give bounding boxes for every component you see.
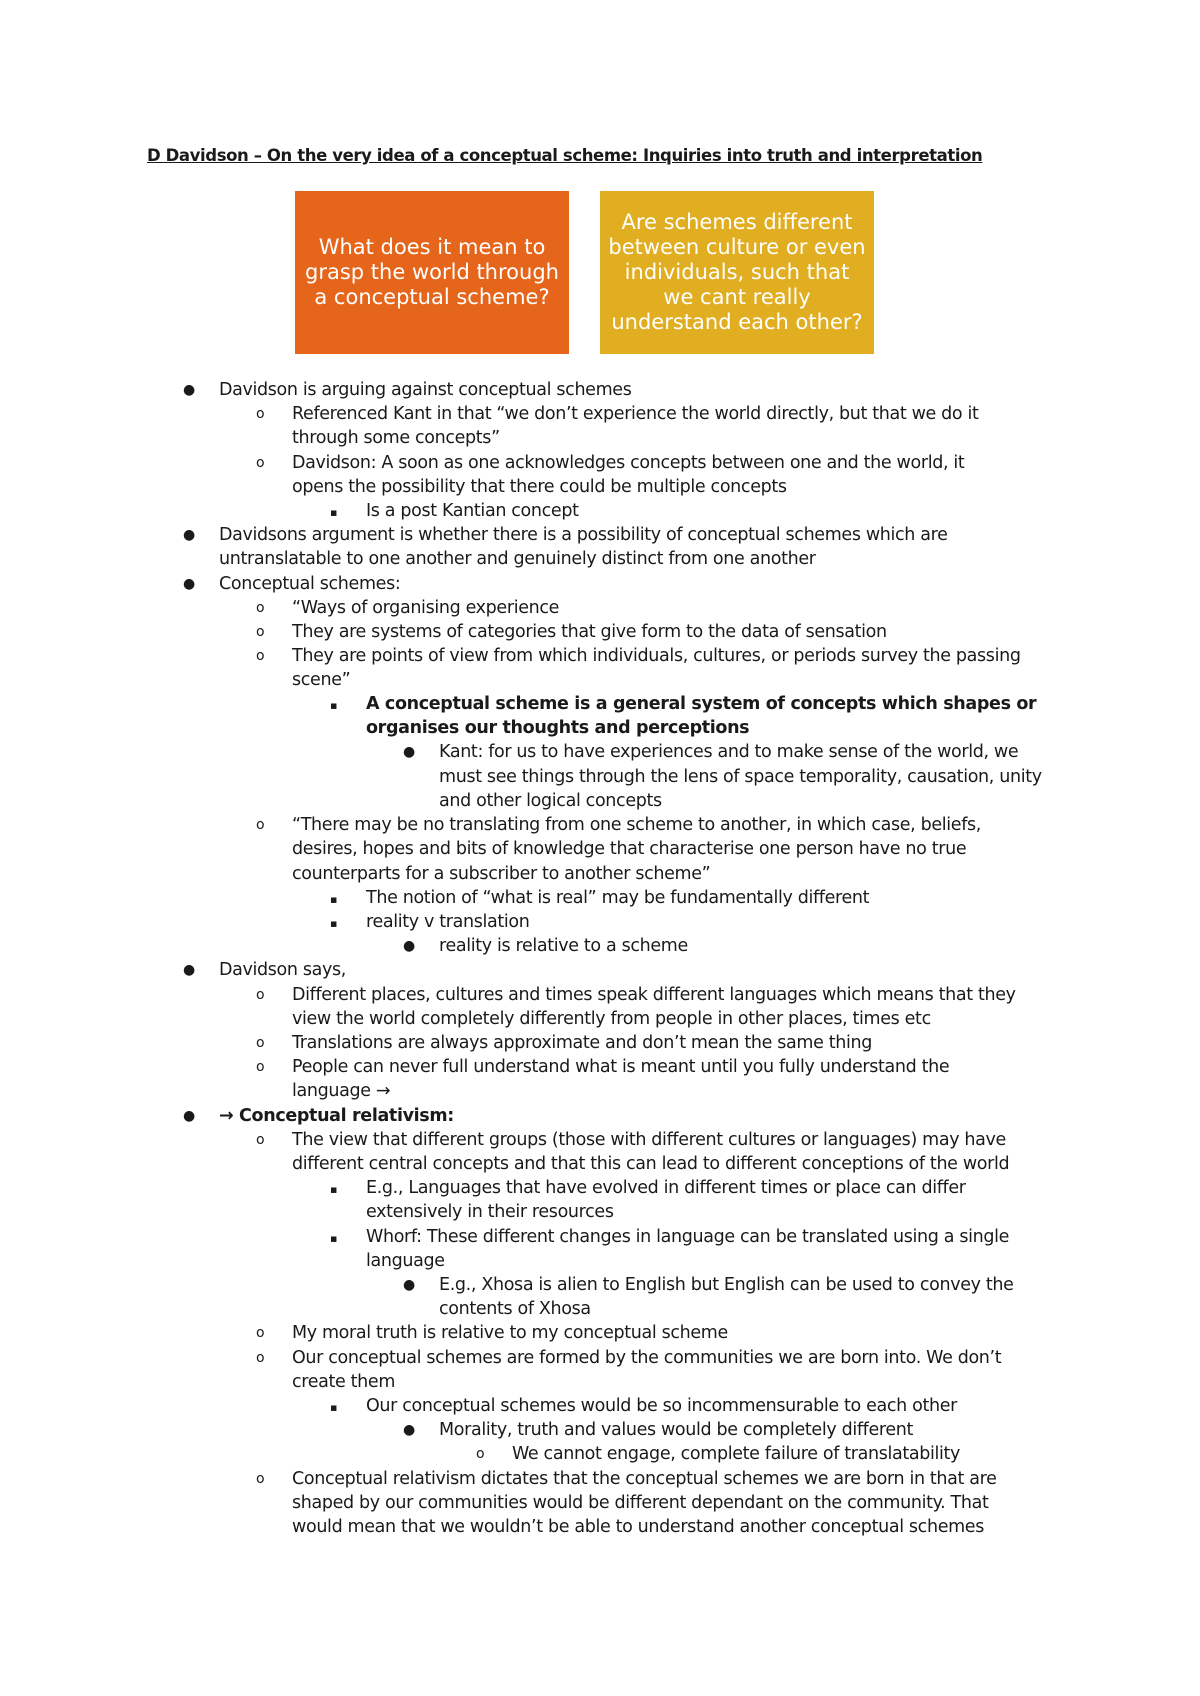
- question-text: Are schemes different between culture or even individuals, such that we cant really understand each other?: [608, 210, 866, 334]
- bullet-marker: ●: [403, 1277, 415, 1293]
- bullet-marker: o: [476, 1446, 485, 1462]
- note-line: must see things through the lens of space temporality, causation, unity: [439, 767, 1042, 787]
- note-line: They are systems of categories that give form to the data of sensation: [292, 622, 887, 642]
- note-line: Davidson: A soon as one acknowledges concepts between one and the world, it: [292, 453, 965, 473]
- bullet-marker: ▪: [330, 1401, 338, 1414]
- note-line: The notion of “what is real” may be fundamentally different: [366, 888, 870, 908]
- note-line: Kant: for us to have experiences and to make sense of the world, we: [439, 742, 1019, 762]
- bullet-marker: ▪: [330, 893, 338, 906]
- note-line: organises our thoughts and perceptions: [366, 718, 750, 738]
- bullet-marker: o: [256, 600, 265, 616]
- note-line: Translations are always approximate and don’t mean the same thing: [292, 1033, 872, 1053]
- note-line: People can never full understand what is meant until you fully understand the: [292, 1057, 950, 1077]
- note-line: A conceptual scheme is a general system of concepts which shapes or: [366, 694, 1037, 714]
- note-line: create them: [292, 1372, 396, 1392]
- note-line: desires, hopes and bits of knowledge that characterise one person have no true: [292, 839, 967, 859]
- note-line: Conceptual schemes:: [219, 574, 401, 594]
- note-line: “Ways of organising experience: [292, 598, 560, 618]
- bullet-marker: ●: [183, 382, 195, 398]
- note-line: → Conceptual relativism:: [219, 1106, 454, 1126]
- note-line: Whorf: These different changes in language can be translated using a single: [366, 1227, 1010, 1247]
- note-line: scene”: [292, 670, 351, 690]
- bullet-marker: o: [256, 1350, 265, 1366]
- note-line: through some concepts”: [292, 428, 500, 448]
- note-line: “There may be no translating from one scheme to another, in which case, beliefs,: [292, 815, 982, 835]
- bullet-marker: o: [256, 817, 265, 833]
- bullet-marker: ●: [403, 938, 415, 954]
- bullet-marker: o: [256, 1035, 265, 1051]
- note-line: We cannot engage, complete failure of translatability: [512, 1444, 961, 1464]
- note-line: Davidsons argument is whether there is a possibility of conceptual schemes which are: [219, 525, 948, 545]
- note-line: language →: [292, 1081, 391, 1101]
- note-line: extensively in their resources: [366, 1202, 614, 1222]
- bullet-marker: ●: [403, 744, 415, 760]
- note-line: Different places, cultures and times speak different languages which means that they: [292, 985, 1016, 1005]
- bullet-marker: ●: [183, 962, 195, 978]
- bullet-marker: ▪: [330, 1232, 338, 1245]
- document-title: D Davidson – On the very idea of a conceptual scheme: Inquiries into truth and interpretation: [147, 146, 983, 165]
- note-line: Our conceptual schemes would be so incommensurable to each other: [366, 1396, 957, 1416]
- bullet-marker: ▪: [330, 699, 338, 712]
- note-line: Is a post Kantian concept: [366, 501, 579, 521]
- note-line: and other logical concepts: [439, 791, 662, 811]
- note-line: reality is relative to a scheme: [439, 936, 688, 956]
- bullet-marker: o: [256, 1132, 265, 1148]
- bullet-marker: ▪: [330, 506, 338, 519]
- bullet-marker: o: [256, 406, 265, 422]
- bullet-marker: o: [256, 455, 265, 471]
- note-line: Morality, truth and values would be completely different: [439, 1420, 914, 1440]
- bullet-marker: o: [256, 624, 265, 640]
- bullet-marker: o: [256, 1471, 265, 1487]
- bullet-marker: o: [256, 1325, 265, 1341]
- note-line: E.g., Xhosa is alien to English but English can be used to convey the: [439, 1275, 1014, 1295]
- note-line: The view that different groups (those with different cultures or languages) may have: [292, 1130, 1006, 1150]
- note-line: different central concepts and that this can lead to different conceptions of the world: [292, 1154, 1010, 1174]
- note-line: language: [366, 1251, 445, 1271]
- note-line: untranslatable to one another and genuinely distinct from one another: [219, 549, 816, 569]
- note-line: My moral truth is relative to my conceptual scheme: [292, 1323, 728, 1343]
- bullet-marker: o: [256, 987, 265, 1003]
- note-line: They are points of view from which individuals, cultures, or periods survey the passing: [292, 646, 1021, 666]
- note-line: Davidson is arguing against conceptual schemes: [219, 380, 632, 400]
- bullet-marker: ▪: [330, 1183, 338, 1196]
- note-line: Our conceptual schemes are formed by the communities we are born into. We don’t: [292, 1348, 1002, 1368]
- bullet-marker: ●: [183, 527, 195, 543]
- note-line: shaped by our communities would be different dependant on the community. That: [292, 1493, 989, 1513]
- bullet-marker: ●: [403, 1422, 415, 1438]
- bullet-marker: ●: [183, 576, 195, 592]
- note-line: Referenced Kant in that “we don’t experience the world directly, but that we do it: [292, 404, 979, 424]
- bullet-marker: o: [256, 1059, 265, 1075]
- note-line: Conceptual relativism dictates that the conceptual schemes we are born in that are: [292, 1469, 997, 1489]
- question-text: What does it mean to grasp the world through a conceptual scheme?: [305, 235, 559, 309]
- question-box-schemes-different: [600, 191, 874, 354]
- note-line: opens the possibility that there could be multiple concepts: [292, 477, 787, 497]
- note-line: view the world completely differently from people in other places, times etc: [292, 1009, 931, 1029]
- question-box-grasp-world: [295, 191, 569, 354]
- bullet-marker: o: [256, 648, 265, 664]
- note-line: E.g., Languages that have evolved in different times or place can differ: [366, 1178, 966, 1198]
- bullet-marker: ▪: [330, 917, 338, 930]
- bullet-marker: ●: [183, 1108, 195, 1124]
- note-line: Davidson says,: [219, 960, 346, 980]
- note-line: reality v translation: [366, 912, 530, 932]
- note-line: would mean that we wouldn’t be able to understand another conceptual schemes: [292, 1517, 984, 1537]
- note-line: counterparts for a subscriber to another scheme”: [292, 864, 711, 884]
- note-line: contents of Xhosa: [439, 1299, 591, 1319]
